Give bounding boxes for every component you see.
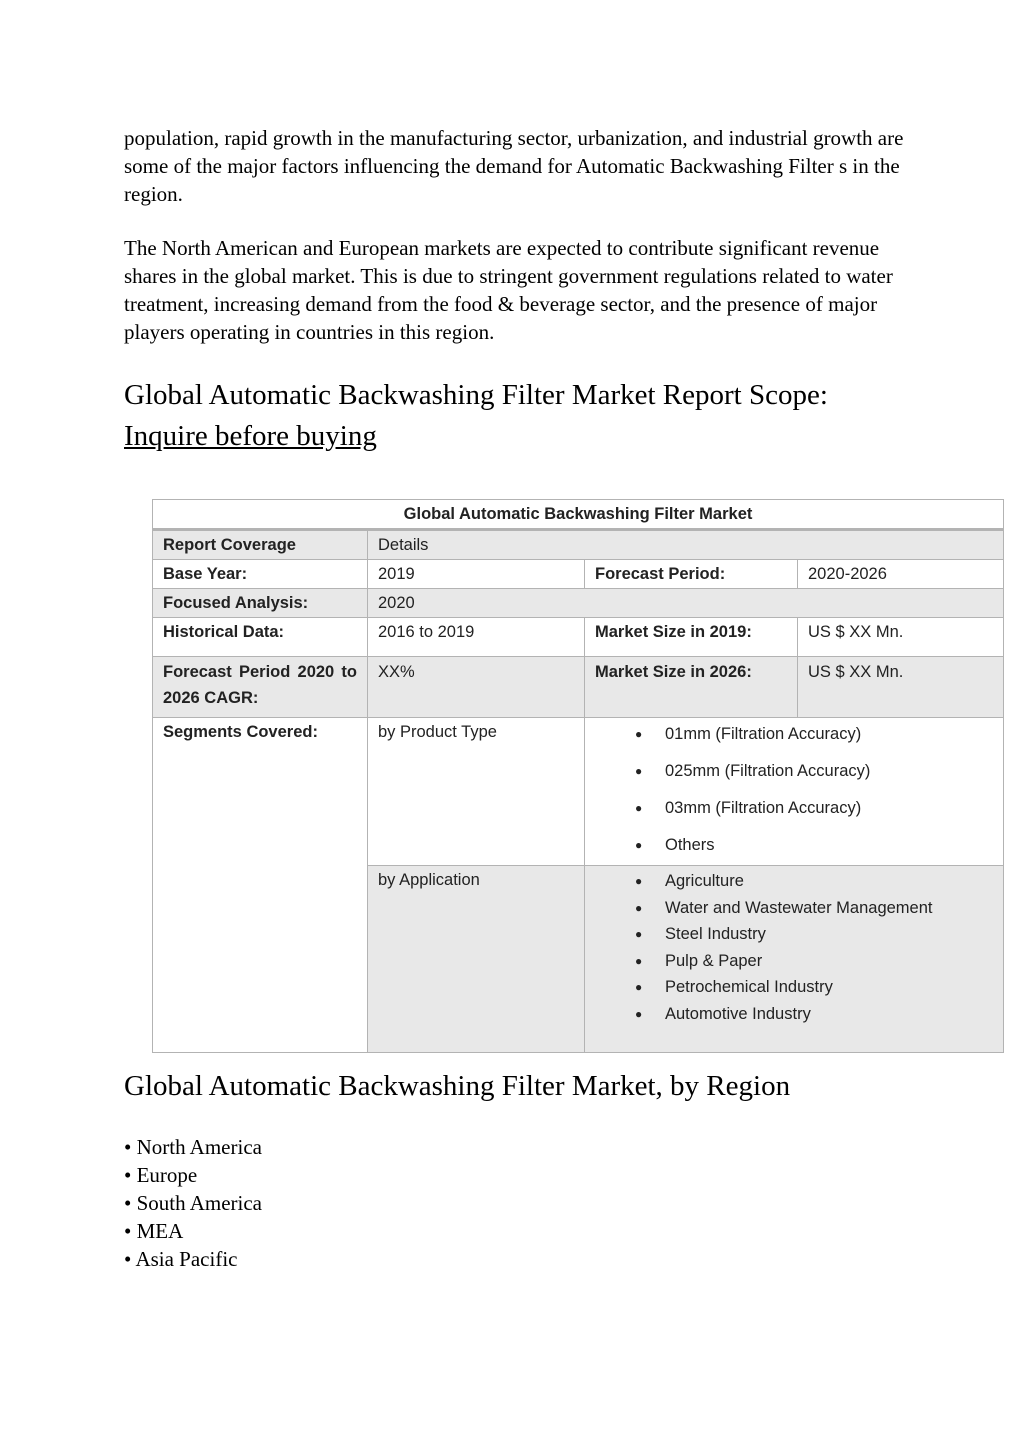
list-item: ● Others bbox=[665, 827, 993, 864]
table-row bbox=[153, 589, 1004, 618]
list-item: ● 025mm (Filtration Accuracy) bbox=[665, 753, 993, 790]
list-item: ● Steel Industry bbox=[665, 921, 993, 948]
list-item: ● Agriculture bbox=[665, 868, 993, 895]
details-label: Details bbox=[368, 530, 1004, 560]
forecast-period-value: 2020-2026 bbox=[798, 560, 1004, 589]
market-size-2019-label: Market Size in 2019: bbox=[585, 618, 798, 657]
list-item: ● Petrochemical Industry bbox=[665, 974, 993, 1001]
forecast-period-label: Forecast Period: bbox=[585, 560, 798, 589]
table-row bbox=[153, 718, 1004, 866]
list-item: • North America bbox=[124, 1135, 262, 1159]
table-title: Global Automatic Backwashing Filter Market bbox=[153, 500, 1004, 530]
focused-analysis-label: Focused Analysis: bbox=[153, 589, 368, 618]
list-item: • Asia Pacific bbox=[124, 1247, 238, 1271]
market-size-2026-label: Market Size in 2026: bbox=[585, 657, 798, 718]
list-item: ● 01mm (Filtration Accuracy) bbox=[665, 716, 993, 753]
market-size-2019-value: US $ XX Mn. bbox=[798, 618, 1004, 657]
base-year-value: 2019 bbox=[368, 560, 585, 589]
historical-data-label: Historical Data: bbox=[153, 618, 368, 657]
inquire-link[interactable]: Inquire before buying bbox=[124, 420, 377, 452]
cagr-label: Forecast Period 2020 to 2026 CAGR: bbox=[153, 657, 368, 718]
by-product-type-label: by Product Type bbox=[368, 718, 585, 866]
list-item: ● Pulp & Paper bbox=[665, 948, 993, 975]
list-item: ● Automotive Industry bbox=[665, 1001, 993, 1028]
focused-analysis-value: 2020 bbox=[368, 589, 1004, 618]
list-item: • South America bbox=[124, 1191, 262, 1215]
markets-paragraph: The North American and European markets are expected to contribute significant revenue shares in the global market. This is due to stringent government regulations related to water treatment, increasing demand from the food & beverage sector, and the presence of major players operating in countries in this region. bbox=[124, 236, 893, 344]
product-type-cell bbox=[585, 718, 1004, 866]
region-heading: Global Automatic Backwashing Filter Market, by Region bbox=[124, 1070, 791, 1102]
base-year-label: Base Year: bbox=[153, 560, 368, 589]
by-application-label: by Application bbox=[368, 866, 585, 1053]
list-item: ● Water and Wastewater Management bbox=[665, 895, 993, 922]
product-type-list bbox=[595, 716, 993, 864]
cagr-value: XX% bbox=[368, 657, 585, 718]
table-row bbox=[153, 560, 1004, 589]
historical-data-value: 2016 to 2019 bbox=[368, 618, 585, 657]
report-scope-heading: Global Automatic Backwashing Filter Market Report Scope: bbox=[124, 379, 828, 411]
list-item: • MEA bbox=[124, 1219, 184, 1243]
application-list bbox=[595, 868, 993, 1027]
market-size-2026-value: US $ XX Mn. bbox=[798, 657, 1004, 718]
region-list bbox=[124, 1133, 262, 1273]
segments-covered-label: Segments Covered: bbox=[153, 718, 368, 1053]
report-scope-table bbox=[152, 499, 1003, 1053]
table-row bbox=[153, 618, 1004, 657]
list-item: ● 03mm (Filtration Accuracy) bbox=[665, 790, 993, 827]
list-item: • Europe bbox=[124, 1163, 198, 1187]
report-coverage-label: Report Coverage bbox=[153, 530, 368, 560]
application-cell bbox=[585, 866, 1004, 1053]
intro-paragraph: population, rapid growth in the manufacturing sector, urbanization, and industrial growth are some of the major factors influencing the demand for Automatic Backwashing Filter s in the region. bbox=[124, 126, 904, 206]
table-row bbox=[153, 657, 1004, 718]
table-row bbox=[153, 530, 1004, 560]
